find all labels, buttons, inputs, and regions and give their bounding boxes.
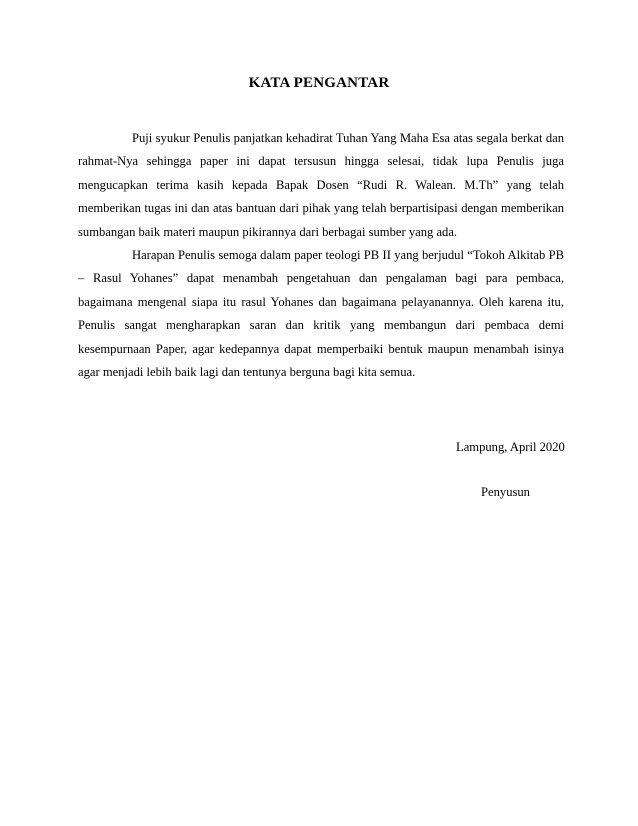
paragraph-hope: Harapan Penulis semoga dalam paper teologi PB II yang berjudul “Tokoh Alkitab PB – Rasul Yohanes” dapat menambah pengetahuan dan pengalaman bagi para pembaca, bagaimana mengenal siapa itu rasul Yohanes dan bagaimana pelayanannya. Oleh karena itu, Penulis sangat mengharapkan saran dan kritik yang membangun dari pembaca demi kesempurnaan Paper, agar kedepannya dapat memperbaiki bentuk maupun menambah isinya agar menjadi lebih baik lagi dan tentunya berguna bagi kita semua.	[78, 248, 564, 380]
paragraph-gratitude: Puji syukur Penulis panjatkan kehadirat Tuhan Yang Maha Esa atas segala berkat dan rahmat-Nya sehingga paper ini dapat tersusun hingga selesai, tidak lupa Penulis juga mengucapkan terima kasih kepada Bapak Dosen “Rudi R. Walean. M.Th” yang telah memberikan tugas ini dan atas bantuan dari pihak yang telah berpartisipasi dengan memberikan sumbangan baik materi maupun pikirannya dari berbagai sumber yang ada.	[78, 131, 564, 239]
signer-label: Penyusun	[481, 485, 530, 499]
place-date: Lampung, April 2020	[456, 440, 565, 454]
page-title: KATA PENGANTAR	[248, 75, 390, 91]
